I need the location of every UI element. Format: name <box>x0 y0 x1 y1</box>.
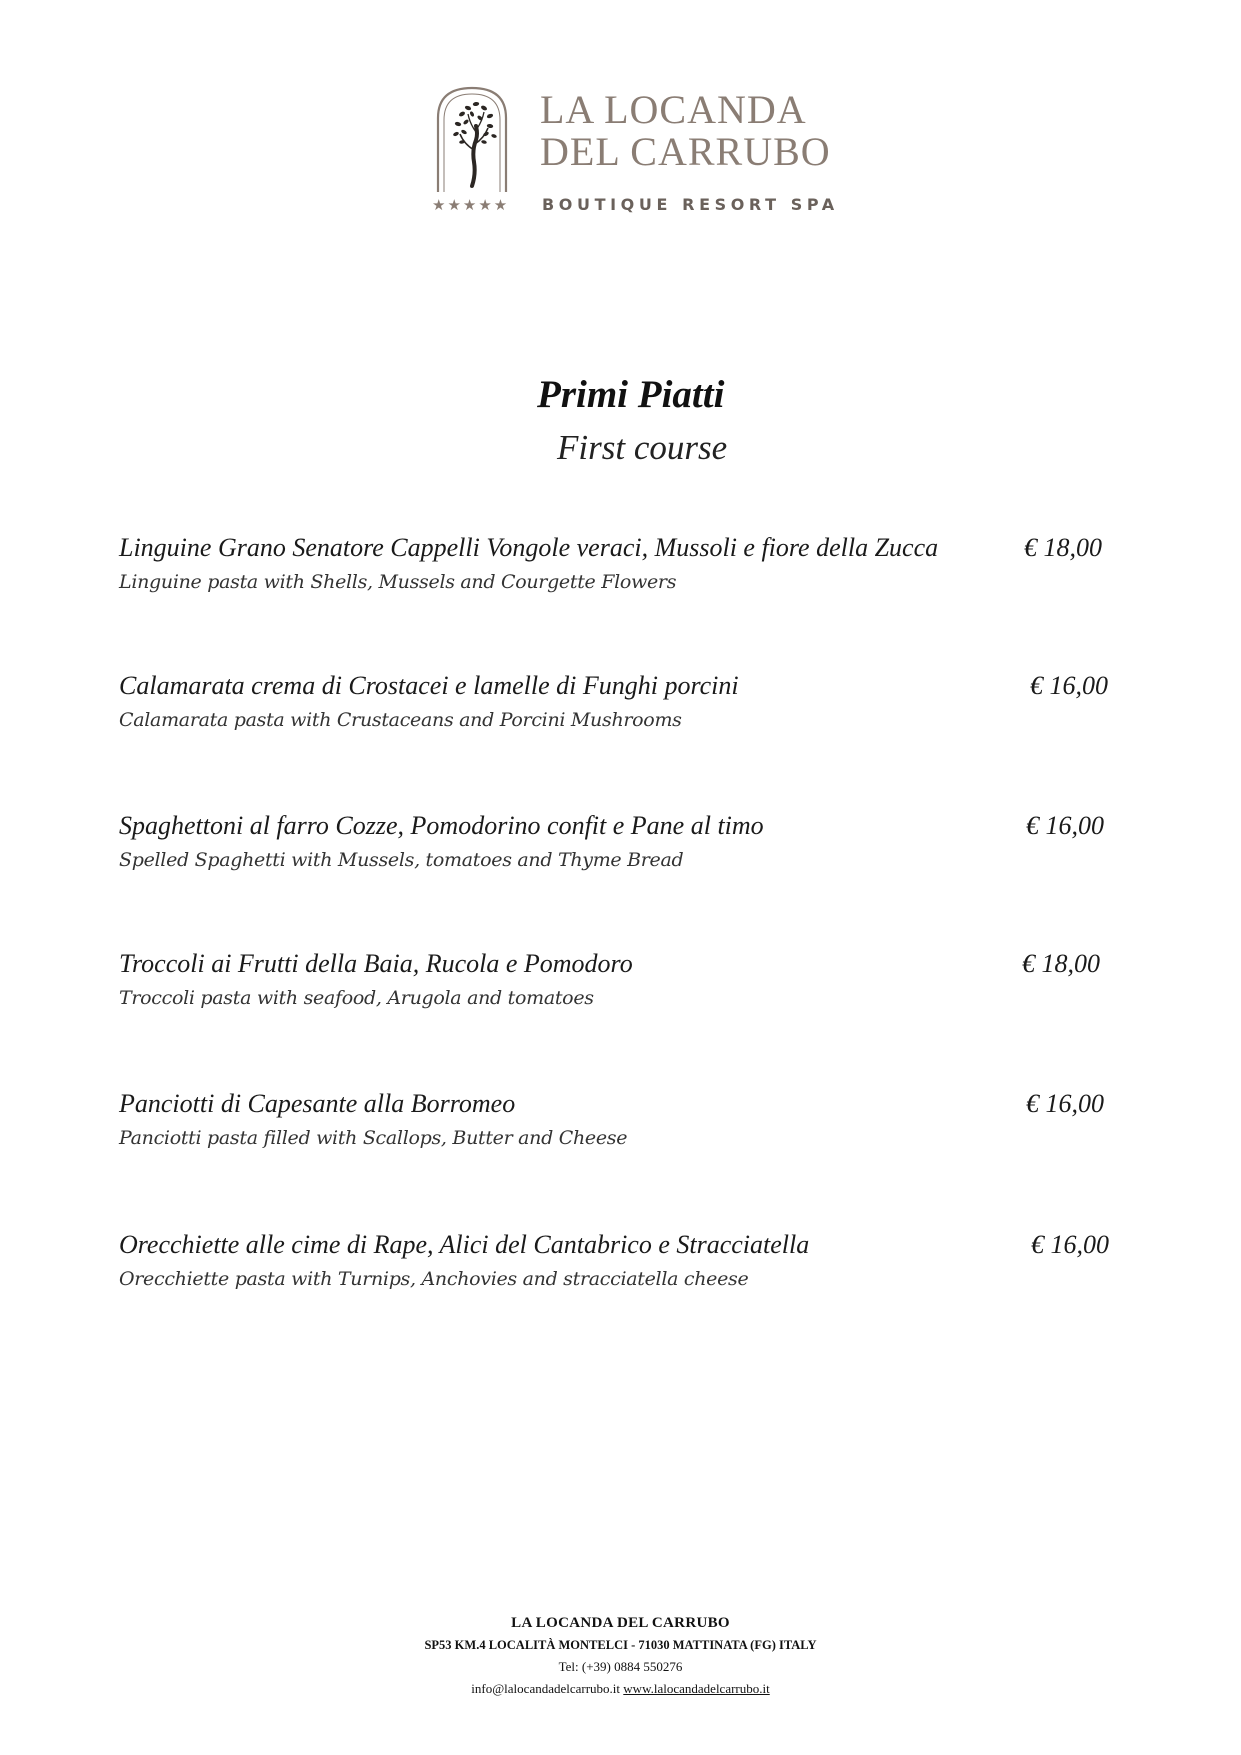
logo-wordmark <box>540 87 831 174</box>
footer-email-link[interactable]: info@lalocandadelcarrubo.it <box>471 1681 621 1696</box>
dish-price: € 18,00 <box>1024 533 1102 562</box>
footer-contacts <box>0 1678 1241 1700</box>
dish-name: Panciotti di Capesante alla Borromeo <box>119 1089 516 1118</box>
menu-item <box>119 533 1129 613</box>
menu-item <box>119 1230 1129 1310</box>
page-footer <box>0 1612 1241 1700</box>
dish-price: € 16,00 <box>1030 671 1108 700</box>
dish-name: Spaghettoni al farro Cozze, Pomodorino confit e Pane al timo <box>119 811 764 840</box>
footer-address: SP53 KM.4 LOCALITÀ MONTELCI - 71030 MATTINATA (FG) ITALY <box>424 1638 817 1652</box>
menu-item <box>119 811 1129 891</box>
footer-company-name: LA LOCANDA DEL CARRUBO <box>511 1615 730 1631</box>
resort-logo <box>432 84 852 219</box>
dish-name: Orecchiette alle cime di Rape, Alici del Cantabrico e Stracciatella <box>119 1230 810 1259</box>
menu-item <box>119 949 1129 1029</box>
dish-name: Calamarata crema di Crostacei e lamelle di Funghi porcini <box>119 671 739 700</box>
page-subtitle: First course <box>557 428 728 467</box>
dish-translation: Spelled Spaghetti with Mussels, tomatoes and Thyme Bread <box>119 849 684 871</box>
dish-name: Troccoli ai Frutti della Baia, Rucola e Pomodoro <box>119 949 633 978</box>
dish-translation: Panciotti pasta filled with Scallops, Butter and Cheese <box>119 1127 628 1149</box>
dish-translation: Calamarata pasta with Crustaceans and Porcini Mushrooms <box>119 709 682 731</box>
dish-price: € 18,00 <box>1022 949 1100 978</box>
logo-tagline: BOUTIQUE RESORT SPA <box>542 195 839 214</box>
dish-translation: Linguine pasta with Shells, Mussels and Courgette Flowers <box>119 571 677 593</box>
page-title: Primi Piatti <box>537 373 725 416</box>
dish-name: Linguine Grano Senatore Cappelli Vongole veraci, Mussoli e fiore della Zucca <box>119 533 939 562</box>
logo-stars: ★★★★★ <box>432 196 510 214</box>
dish-price: € 16,00 <box>1031 1230 1109 1259</box>
dish-price: € 16,00 <box>1026 811 1104 840</box>
dish-translation: Troccoli pasta with seafood, Arugola and tomatoes <box>119 987 594 1009</box>
menu-item <box>119 1089 1129 1169</box>
dish-price: € 16,00 <box>1026 1089 1104 1118</box>
footer-phone: Tel: (+39) 0884 550276 <box>558 1659 683 1674</box>
logo-name-line1: LA LOCANDA <box>540 87 807 132</box>
logo-name-line2: DEL CARRUBO <box>540 129 831 174</box>
menu-item <box>119 671 1129 751</box>
footer-website-link[interactable]: www.lalocandadelcarrubo.it <box>623 1681 770 1696</box>
carob-tree-arch-icon <box>432 84 512 194</box>
dish-translation: Orecchiette pasta with Turnips, Anchovies and stracciatella cheese <box>119 1268 749 1290</box>
